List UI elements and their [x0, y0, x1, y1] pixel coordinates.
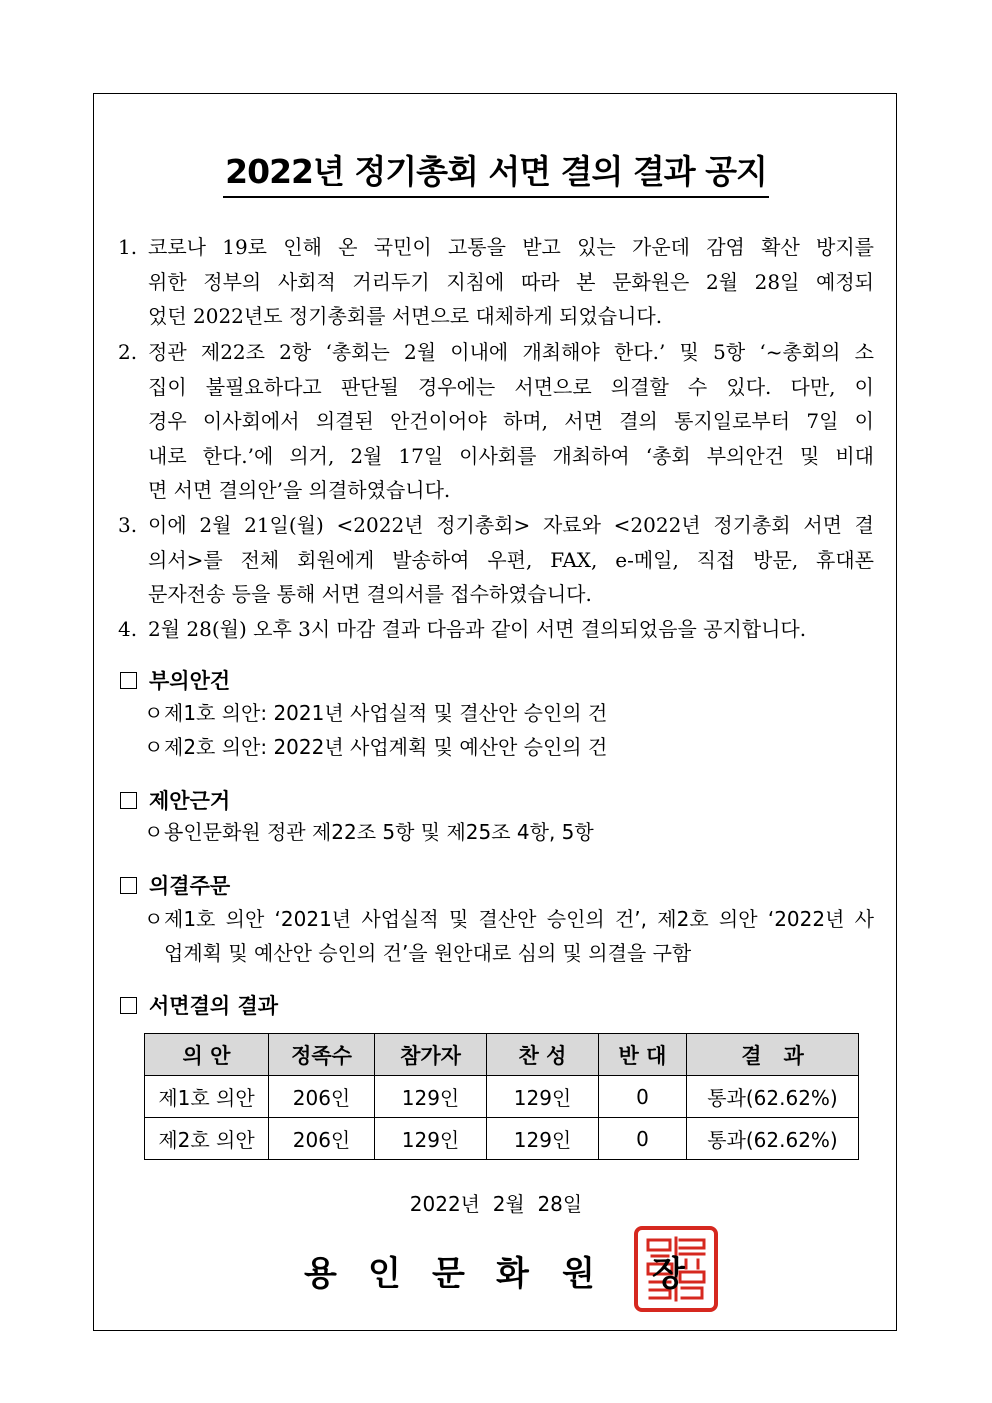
table-row: [145, 1076, 859, 1118]
table-cell: 0: [599, 1076, 687, 1118]
table-cell: 제1호 의안: [145, 1076, 269, 1118]
document-date: 2022년 2월 28일: [409, 1192, 583, 1216]
column-header: 반 대: [599, 1034, 687, 1076]
table-cell: 129인: [487, 1076, 599, 1118]
table-header-row: [145, 1034, 859, 1076]
paragraph-1: 1. 코로나 19로 인해 온 국민이 고통을 받고 있는 가운데 감염 확산 방지를 위한 정부의 사회적 거리두기 지침에 따라 본 문화원은 2월 28일 예정되 었던 2022년도 정기총회를 서면으로 대체하게 되었습니다.: [118, 235, 874, 328]
table-cell: 129인: [375, 1076, 487, 1118]
section-heading-basis: 제안근거: [120, 785, 230, 815]
column-header: 결 과: [687, 1034, 859, 1076]
table-cell: 206인: [269, 1118, 375, 1160]
table-cell: 129인: [487, 1118, 599, 1160]
list-item: ㅇ 제1호 의안: 2021년 사업실적 및 결산안 승인의 건: [144, 701, 608, 725]
page-title: 2022년 정기총회 서면 결의 결과 공지: [0, 146, 992, 198]
checkbox-square-icon: [120, 997, 137, 1014]
paragraph-4: 4. 2월 28(월) 오후 3시 마감 결과 다음과 같이 서면 결의되었음을 공지합니다.: [118, 617, 807, 641]
table-cell: 0: [599, 1118, 687, 1160]
table-cell: 통과(62.62%): [687, 1076, 859, 1118]
section-heading-agenda: 부의안건: [120, 665, 230, 695]
list-item: ㅇ 용인문화원 정관 제22조 5항 및 제25조 4항, 5항: [144, 820, 594, 844]
resolution-text: ㅇ 제1호 의안 ‘2021년 사업실적 및 결산안 승인의 건’, 제2호 의안 ‘2022년 사 업계획 및 예산안 승인의 건’을 원안대로 심의 및 의결을 구함: [144, 907, 874, 965]
table-cell: 제2호 의안: [145, 1118, 269, 1160]
checkbox-square-icon: [120, 672, 137, 689]
list-item: ㅇ 제2호 의안: 2022년 사업계획 및 예산안 승인의 건: [144, 735, 608, 759]
checkbox-square-icon: [120, 792, 137, 809]
section-heading-resolution: 의결주문: [120, 870, 230, 900]
section-heading-result: 서면결의 결과: [120, 990, 278, 1020]
table-cell: 통과(62.62%): [687, 1118, 859, 1160]
column-header: 의 안: [145, 1034, 269, 1076]
column-header: 참가자: [375, 1034, 487, 1076]
table-cell: 129인: [375, 1118, 487, 1160]
paragraph-2: 2. 정관 제22조 2항 ‘총회는 2월 이내에 개최해야 한다.’ 및 5항 ‘~총회의 소 집이 불필요하다고 판단될 경우에는 서면으로 의결할 수 있다. 다만, 이 경우 이사회에서 의결된 안건이어야 하며, 서면 결의 통지일로부터 7일 이 내로 한다.’에 의거, 2월 17일 이사회를 개최하여 ‘총회 부의안건 및 비대 면 서면 결의안’을 의결하였습니다.: [118, 340, 874, 502]
result-table: [144, 1033, 859, 1160]
table-row: [145, 1118, 859, 1160]
paragraph-3: 3. 이에 2월 21일(월) <2022년 정기총회> 자료와 <2022년 정기총회 서면 결 의서>를 전체 회원에게 발송하여 우편, FAX, e-메일, 직접 방문, 휴대폰 문자전송 등을 통해 서면 결의서를 접수하였습니다.: [118, 513, 874, 606]
column-header: 찬 성: [487, 1034, 599, 1076]
checkbox-square-icon: [120, 877, 137, 894]
table-cell: 206인: [269, 1076, 375, 1118]
column-header: 정족수: [269, 1034, 375, 1076]
